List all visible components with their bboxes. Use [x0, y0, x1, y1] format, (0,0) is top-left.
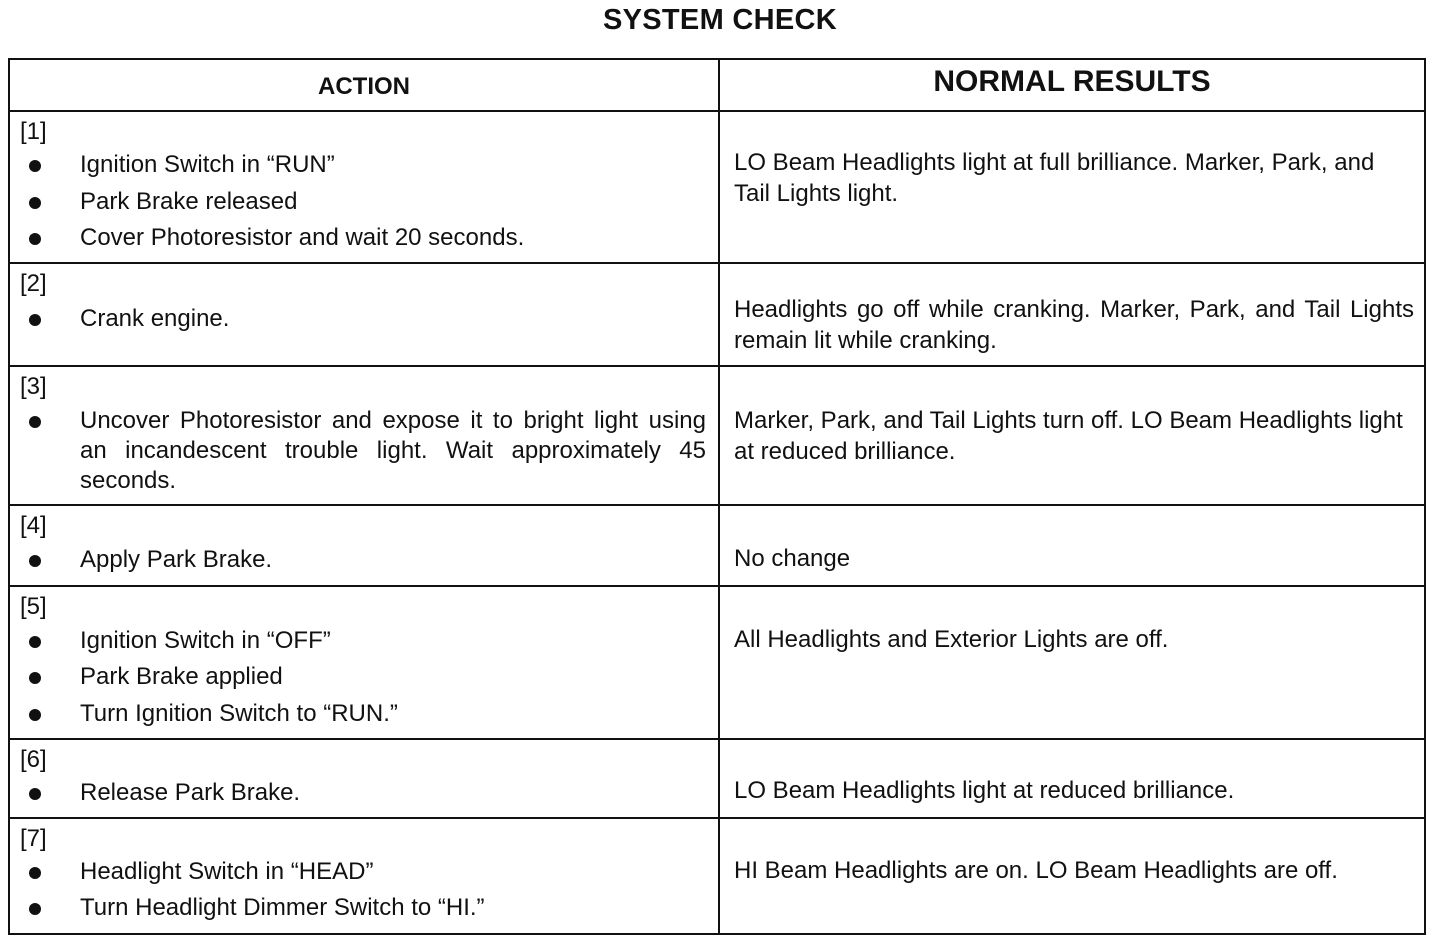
- result-text: LO Beam Headlights light at reduced brilliance.: [734, 777, 1235, 804]
- action-text: Headlight Switch in “HEAD”: [80, 858, 374, 885]
- table-row: [10, 819, 1424, 933]
- bullet-icon: [29, 867, 41, 879]
- step-number: [3]: [20, 373, 47, 400]
- action-text: Apply Park Brake.: [80, 546, 273, 573]
- page-title: SYSTEM CHECK: [602, 4, 837, 36]
- action-text: Cover Photoresistor and wait 20 seconds.: [80, 224, 525, 251]
- bullet-icon: [29, 788, 41, 800]
- bullet-icon: [29, 197, 41, 209]
- result-text: Marker, Park, and Tail Lights turn off. LO Beam Headlights light at reduced brilliance.: [734, 407, 1403, 465]
- bullet-icon: [29, 416, 41, 428]
- action-text: Ignition Switch in “RUN”: [80, 151, 335, 178]
- bullet-icon: [29, 672, 41, 684]
- action-text: Crank engine.: [80, 305, 230, 332]
- system-check-table: [8, 58, 1426, 935]
- bullet-icon: [29, 636, 41, 648]
- result-text: No change: [734, 545, 851, 572]
- bullet-icon: [29, 314, 41, 326]
- bullet-icon: [29, 903, 41, 915]
- table-row: [10, 587, 1424, 740]
- table-row: [10, 506, 1424, 587]
- action-text: Ignition Switch in “OFF”: [80, 627, 331, 654]
- action-text: Turn Ignition Switch to “RUN.”: [80, 700, 398, 727]
- result-text: Headlights go off while cranking. Marker, Park, and Tail Lights remain lit while cranking.: [734, 296, 1414, 354]
- result-text: All Headlights and Exterior Lights are off.: [734, 626, 1169, 653]
- bullet-icon: [29, 160, 41, 172]
- table-row: [10, 367, 1424, 506]
- step-number: [2]: [20, 270, 47, 297]
- step-number: [4]: [20, 512, 47, 539]
- bullet-icon: [29, 709, 41, 721]
- column-header-action: ACTION: [318, 73, 410, 100]
- action-text: Release Park Brake.: [80, 779, 301, 806]
- step-number: [1]: [20, 118, 47, 145]
- table-row: [10, 264, 1424, 367]
- table-row: [10, 110, 1424, 264]
- step-number: [6]: [20, 746, 47, 773]
- action-text: Park Brake applied: [80, 663, 283, 690]
- bullet-icon: [29, 233, 41, 245]
- action-text: Turn Headlight Dimmer Switch to “HI.”: [80, 894, 485, 921]
- step-number: [7]: [20, 825, 47, 852]
- action-text: Park Brake released: [80, 188, 298, 215]
- table-header: [10, 60, 1424, 112]
- table-row: [10, 740, 1424, 819]
- step-number: [5]: [20, 593, 47, 620]
- result-text: LO Beam Headlights light at full brilliance. Marker, Park, and Tail Lights light.: [734, 149, 1375, 207]
- column-header-normal-results: NORMAL RESULTS: [933, 65, 1211, 98]
- bullet-icon: [29, 555, 41, 567]
- action-text: Uncover Photoresistor and expose it to bright light using an incandescent trouble light. Wait approximately 45 seconds.: [80, 407, 706, 494]
- result-text: HI Beam Headlights are on. LO Beam Headlights are off.: [734, 857, 1338, 884]
